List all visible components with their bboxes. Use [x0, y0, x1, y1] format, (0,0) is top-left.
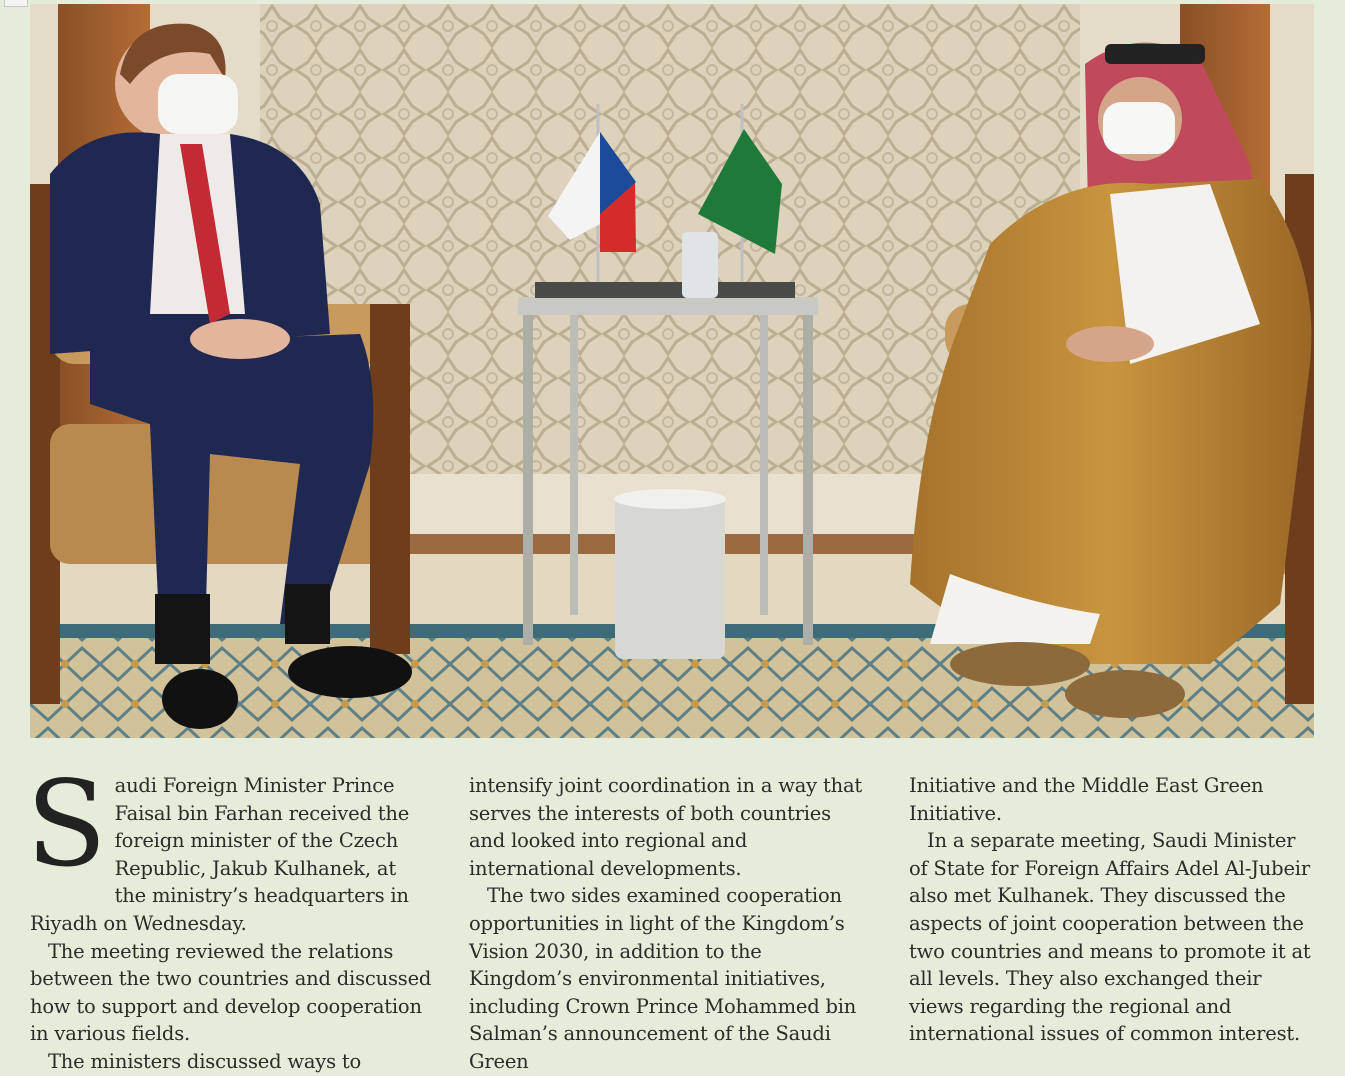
article-column-3 — [909, 772, 1319, 1048]
article-paragraph: The ministers discussed ways to — [48, 1049, 362, 1073]
article-column-2 — [469, 772, 869, 1076]
article-paragraph: In a separate meeting, Saudi Minister of State for Foreign Affairs Adel Al-Jubeir also met Kulhanek. They discussed the aspects of joint cooperation between the two countries and means to promote it at all levels. They also exchanged their views regarding the regional and international issues of common interest. — [909, 829, 1311, 1046]
page-corner-marker — [4, 0, 28, 7]
article-paragraph: The meeting reviewed the relations between the two countries and discussed how to support and develop cooperation in various fields. — [30, 939, 432, 1046]
lead-text: audi Foreign Minister Prince Faisal bin Farhan received the foreign minister of the Czech Republic, Jakub Kulhanek, at the ministry’s headquarters in Riyadh on Wednesday. — [30, 774, 410, 935]
article-paragraph: The two sides examined cooperation opportunities in light of the Kingdom’s Vision 2030, in addition to the Kingdom’s environmental initiatives, including Crown Prince Mohammed bin Salman’s announcement of the Saudi Green — [469, 884, 857, 1073]
article-paragraph: Initiative and the Middle East Green Initiative. — [909, 774, 1264, 825]
article-column-1 — [26, 755, 432, 1076]
article-lead-paragraph — [26, 755, 432, 938]
dropcap: S — [26, 755, 107, 893]
meeting-photo-illustration — [30, 4, 1314, 738]
meeting-photo — [30, 4, 1314, 738]
article-paragraph: intensify joint coordination in a way that serves the interests of both countries and looked into regional and international developments. — [469, 774, 863, 880]
